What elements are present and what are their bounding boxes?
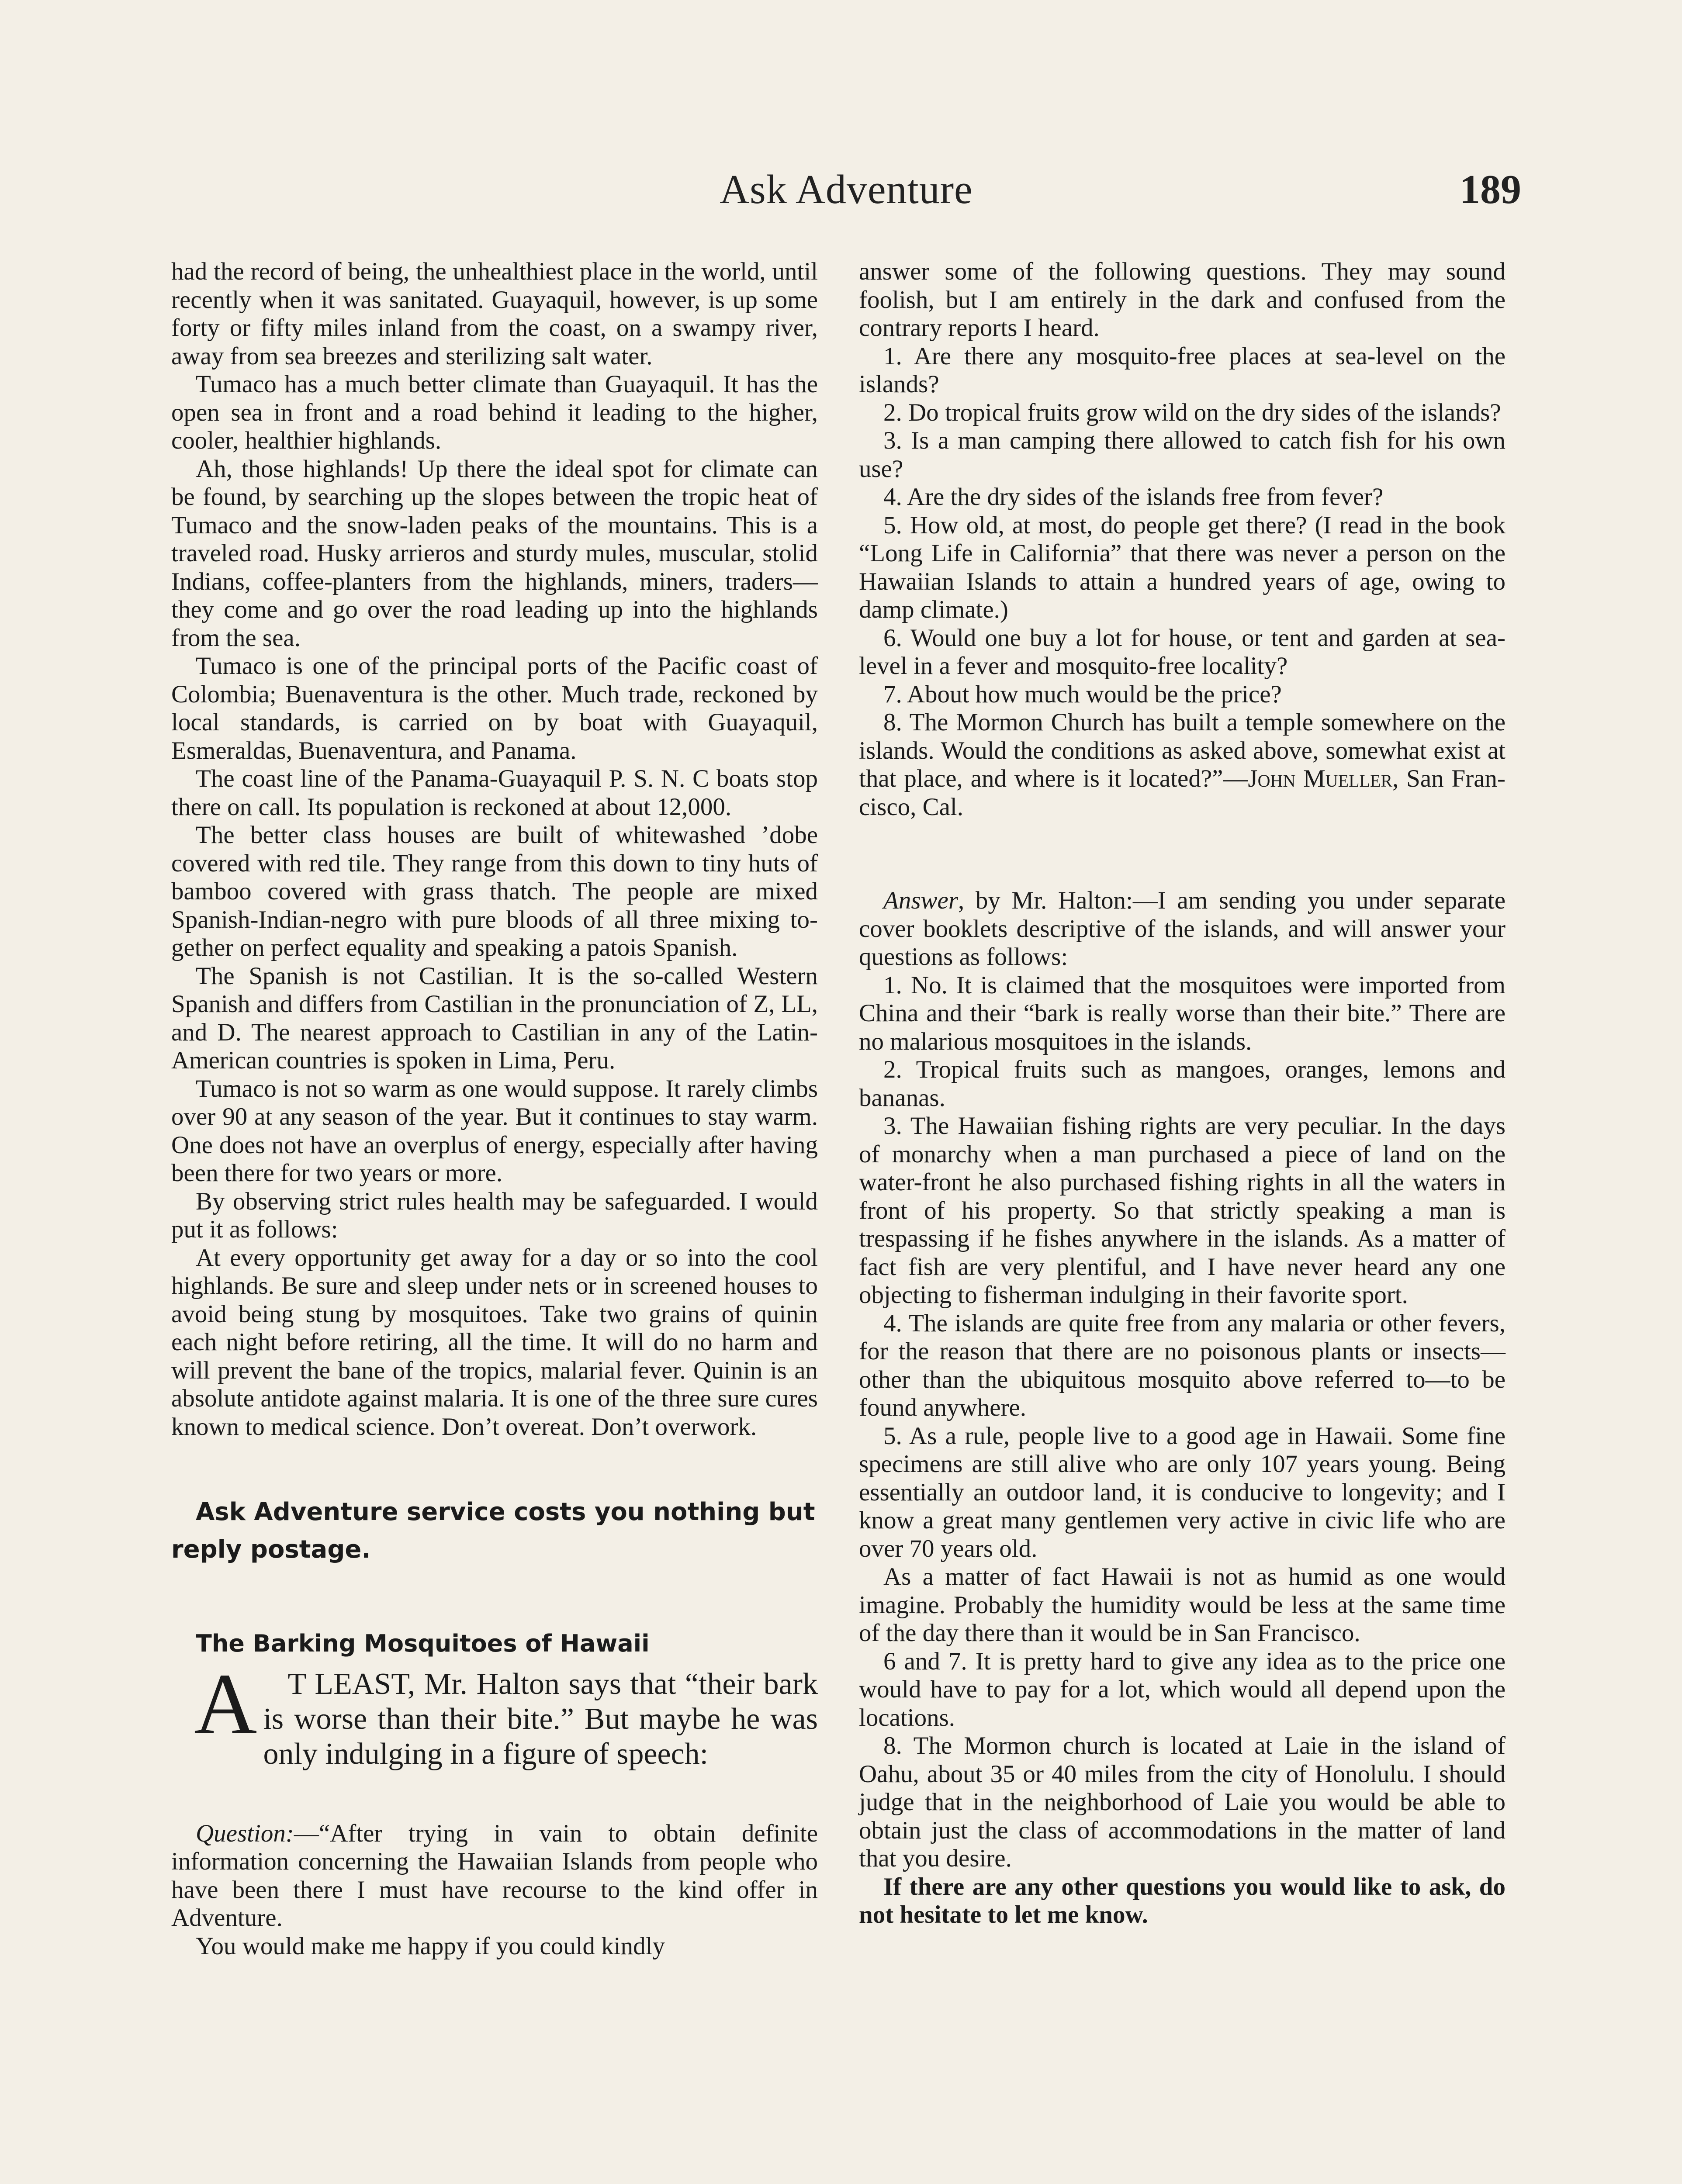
answer-intro: , by Mr. Halton:—I am sending you under separate cover booklets descriptive of the islands, and will answer your questions as follows: (859, 887, 1505, 971)
question-text: —“After trying in vain to obtain definite information concerning the Hawaiian Islands from people who have been there I must have recourse to the kind offer in Adventure. (171, 1819, 818, 1932)
paragraph: At every opportunity get away for a day or so into the cool highlands. Be sure and sleep under nets or in screened houses to avoid being stung by mosquitoes. Take two grains of quinin each night before retiring, all the time. It will do no harm and will prevent the bane of the tropics, malarial fever. Quinin is an absolute antidote against malaria. It is one of the three sure cures known to medical science. Don’t overeat. Don’t overwork. (171, 1244, 818, 1441)
question-item: 5. How old, at most, do people get there? (I read in the book “Long Life in California” that there was never a person on the Hawaiian Islands to attain a hundred years of age, owing to damp climate.) (859, 511, 1505, 623)
right-column (859, 258, 1505, 1929)
paragraph: Ah, those highlands! Up there the ideal spot for climate can be found, by searching up the slopes between the tropic heat of Tumaco and the snow-laden peaks of the mountains. This is a traveled road. Husky arrieros and sturdy mules, muscular, stolid Indians, coffee-planters from the highlands, miners, traders—they come and go over the road leading up into the highlands from the sea. (171, 455, 818, 652)
running-head: Ask Adventure (720, 167, 973, 212)
answer-item: 1. No. It is claimed that the mosquitoes were imported from China and their “bark is really worse than their bite.” There are no malarious mosquitoes in the islands. (859, 971, 1505, 1055)
paragraph: The coast line of the Panama-Guayaquil P. S. N. C boats stop there on call. Its population is reckoned at about 12,000. (171, 765, 818, 821)
paragraph: The better class houses are built of whitewashed ’dobe covered with red tile. They range from this down to tiny huts of bamboo covered with grass thatch. The people are mixed Spanish-Indian-negro with pure bloods of all three mixing together on perfect equality and speaking a patois Spanish. (171, 821, 818, 961)
question-item: 1. Are there any mosquito-free places at sea-level on the islands? (859, 342, 1505, 398)
question-item: 7. About how much would be the price? (883, 680, 1282, 708)
paragraph: Tumaco is not so warm as one would suppose. It rarely climbs over 90 at any season of the year. But it continues to stay warm. One does not have an overplus of energy, especially after having been there for two years or more. (171, 1075, 818, 1187)
answer-item: 3. The Hawaiian fishing rights are very peculiar. In the days of monarchy when a man purchased a piece of land on the water-front he also purchased fishing rights in all the waters in front of his property. So that strictly speaking a man is trespassing if he fishes anywhere in the islands. As a matter of fact fish are very plentiful, and I have never heard any one objecting to fisherman indulging in their favorite sport. (859, 1112, 1505, 1309)
paragraph: Tumaco has a much better climate than Guayaquil. It has the open sea in front and a road behind it leading to the higher, cooler, healthier highlands. (171, 370, 818, 454)
question-item: 4. Are the dry sides of the islands free from fever? (883, 483, 1384, 511)
drop-cap: A (194, 1655, 257, 1752)
signature-name: John Mueller (1248, 765, 1393, 792)
question-label: Question: (196, 1819, 294, 1847)
question-item: 6. Would one buy a lot for house, or tent and garden at sea-level in a fever and mosquito-free locality? (859, 624, 1505, 680)
paragraph: Tumaco is one of the principal ports of the Pacific coast of Colombia; Buenaventura is the other. Much trade, reckoned by local standards, is carried on by boat with Guayaquil, Esmeraldas, Buenaventura, and Panama. (171, 652, 818, 764)
left-column (171, 258, 818, 1960)
answer-item: 4. The islands are quite free from any malaria or other fevers, for the reason that there are no poisonous plants or insects—other than the ubiquitous mosquito above referred to—to be found anywhere. (859, 1309, 1505, 1421)
paragraph: By observing strict rules health may be safeguarded. I would put it as follows: (171, 1187, 818, 1243)
question-item (859, 708, 1505, 821)
answer-label: Answer (883, 887, 958, 914)
answer-paragraph (859, 887, 1505, 971)
paragraph: The Spanish is not Castilian. It is the so-called Western Spanish and differs from Castilian in the pronunciation of Z, LL, and D. The nearest approach to Castilian in any of the Latin-American countries is spoken in Lima, Peru. (171, 962, 818, 1074)
question-item: 3. Is a man camping there allowed to catch fish for his own use? (859, 427, 1505, 483)
question-paragraph (171, 1820, 818, 1932)
page-header (171, 166, 1521, 232)
answer-item: 2. Tropical fruits such as mangoes, oranges, lemons and bananas. (859, 1056, 1505, 1112)
section-title: The Barking Mosquitoes of Hawaii (196, 1630, 650, 1657)
service-notice: Ask Adventure service costs you nothing but reply postage. (171, 1498, 815, 1564)
answer-item: 8. The Mormon church is located at Laie in the island of Oahu, about 35 or 40 miles from the city of Honolulu. I should judge that in the neighborhood of Laie you would be able to obtain just the class of accommodations in the matter of land that you desire. (859, 1732, 1505, 1872)
answer-item: 5. As a rule, people live to a good age in Hawaii. Some fine specimens are still alive who are only 107 years young. Being essentially an outdoor land, it is conducive to longevity; and I know a great many gentlemen very active in civic life who are over 70 years old. (859, 1422, 1505, 1562)
paragraph: answer some of the following questions. They may sound foolish, but I am entirely in the dark and confused from the contrary reports I heard. (859, 258, 1505, 342)
answer-item: As a matter of fact Hawaii is not as humid as one would imagine. Probably the humidity would be less at the same time of the day there than it would be in San Francisco. (859, 1563, 1505, 1647)
lede-paragraph (171, 1655, 818, 1772)
question-text: 8. The Mormon Church has built a temple somewhere on the islands. Would the conditions as asked above, somewhat exist at that place, and where is it located?”— (859, 708, 1505, 792)
signature-place: , San Francisco, Cal. (859, 765, 1505, 821)
page-number: 189 (1460, 167, 1521, 212)
answer-item: 6 and 7. It is pretty hard to give any idea as to the price one would have to pay for a lot, which would all depend upon the locations. (859, 1647, 1505, 1731)
paragraph: You would make me happy if you could kindly (196, 1932, 665, 1960)
question-item: 2. Do tropical fruits grow wild on the dry sides of the islands? (883, 398, 1501, 426)
paragraph: had the record of being, the unhealthiest place in the world, until recently when it was sanitated. Guayaquil, however, is up some forty or fifty miles inland from the coast, on a swampy river, away from sea breezes and sterilizing salt water. (171, 258, 818, 370)
lede-text: T LEAST, Mr. Halton says that “their bark is worse than their bite.” But maybe he was only indulging in a figure of speech: (263, 1667, 818, 1771)
closing-paragraph: If there are any other questions you would like to ask, do not hesitate to let me know. (859, 1873, 1505, 1928)
